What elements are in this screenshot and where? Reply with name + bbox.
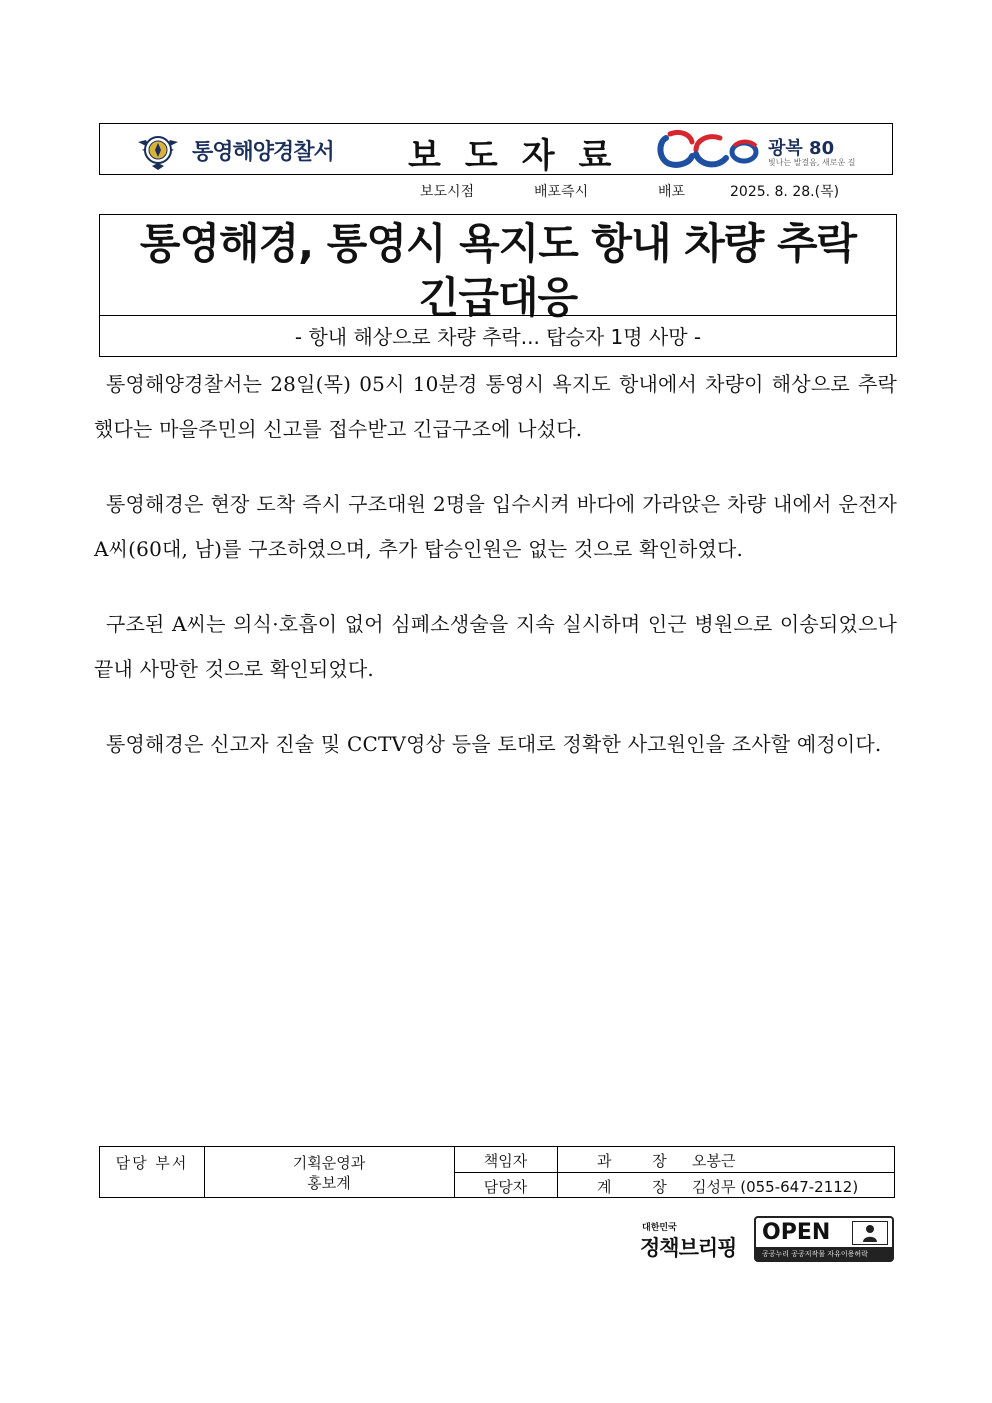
- headline: [100, 217, 896, 325]
- contact-title: 계 장: [597, 1178, 685, 1196]
- release-date-label: 배포: [658, 184, 686, 200]
- article-body: [94, 362, 897, 797]
- policy-briefing-country: 대한민국: [642, 1223, 677, 1233]
- headline-line-2: 긴급대응: [418, 273, 578, 322]
- anniversary-subtitle: 빛나는 발걸음, 새로운 길: [768, 158, 856, 167]
- coast-guard-emblem-icon: [136, 128, 180, 172]
- anniversary-title: 광복 80: [768, 138, 835, 159]
- responsible-name: 오봉근: [692, 1152, 736, 1170]
- headline-divider: [100, 315, 896, 316]
- attribution-person-icon: [852, 1221, 888, 1245]
- contact-role: 담당자: [483, 1178, 528, 1196]
- contact-table: [99, 1146, 895, 1198]
- kogl-open-badge: [754, 1216, 894, 1262]
- press-header: [99, 123, 893, 175]
- headline-box: [99, 214, 897, 357]
- paragraph-2: 통영해경은 현장 도착 즉시 구조대원 2명을 입수시켜 바다에 가라앉은 차량 내에서 운전자 A씨(60대, 남)를 구조하였으며, 추가 탑승인원은 없는 것으로 확인하였다.: [94, 492, 897, 561]
- contact-row-divider: [454, 1172, 894, 1173]
- paragraph-1: 통영해양경찰서는 28일(목) 05시 10분경 통영시 욕지도 항내에서 차량이 해상으로 추락했다는 마을주민의 신고를 접수받고 긴급구조에 나섰다.: [94, 372, 897, 441]
- subheadline: - 항내 해상으로 차량 추락... 탑승자 1명 사망 -: [294, 325, 702, 349]
- liberation-80-logo-icon: [656, 126, 766, 174]
- contact-name-phone: 김성무 (055-647-2112): [692, 1178, 859, 1196]
- headline-line-1: 통영해경, 통영시 욕지도 항내 차량 추락: [139, 219, 857, 268]
- release-time-label: 보도시점: [420, 184, 475, 200]
- responsible-role: 책임자: [483, 1152, 528, 1170]
- open-subtext: 공공누리 공공저작물 자유이용허락: [762, 1250, 868, 1258]
- team-name: 홍보계: [307, 1174, 351, 1192]
- release-title: 보도자료: [408, 136, 636, 176]
- open-label: OPEN: [762, 1220, 831, 1245]
- paragraph-4: 통영해경은 신고자 진술 및 CCTV영상 등을 토대로 정확한 사고원인을 조사할 예정이다.: [106, 732, 882, 756]
- responsible-title: 과 장: [597, 1152, 685, 1170]
- release-time-value: 배포즉시: [534, 184, 589, 200]
- release-date-value: 2025. 8. 28.(목): [730, 184, 840, 200]
- dept-label: 담당 부서: [115, 1154, 189, 1172]
- policy-briefing-logo: 정책브리핑: [640, 1236, 737, 1260]
- dept-name: 기획운영과: [292, 1154, 366, 1172]
- org-name: 통영해양경찰서: [192, 140, 334, 165]
- paragraph-3: 구조된 A씨는 의식·호흡이 없어 심폐소생술을 지속 실시하며 인근 병원으로 이송되었으나 끝내 사망한 것으로 확인되었다.: [94, 612, 897, 681]
